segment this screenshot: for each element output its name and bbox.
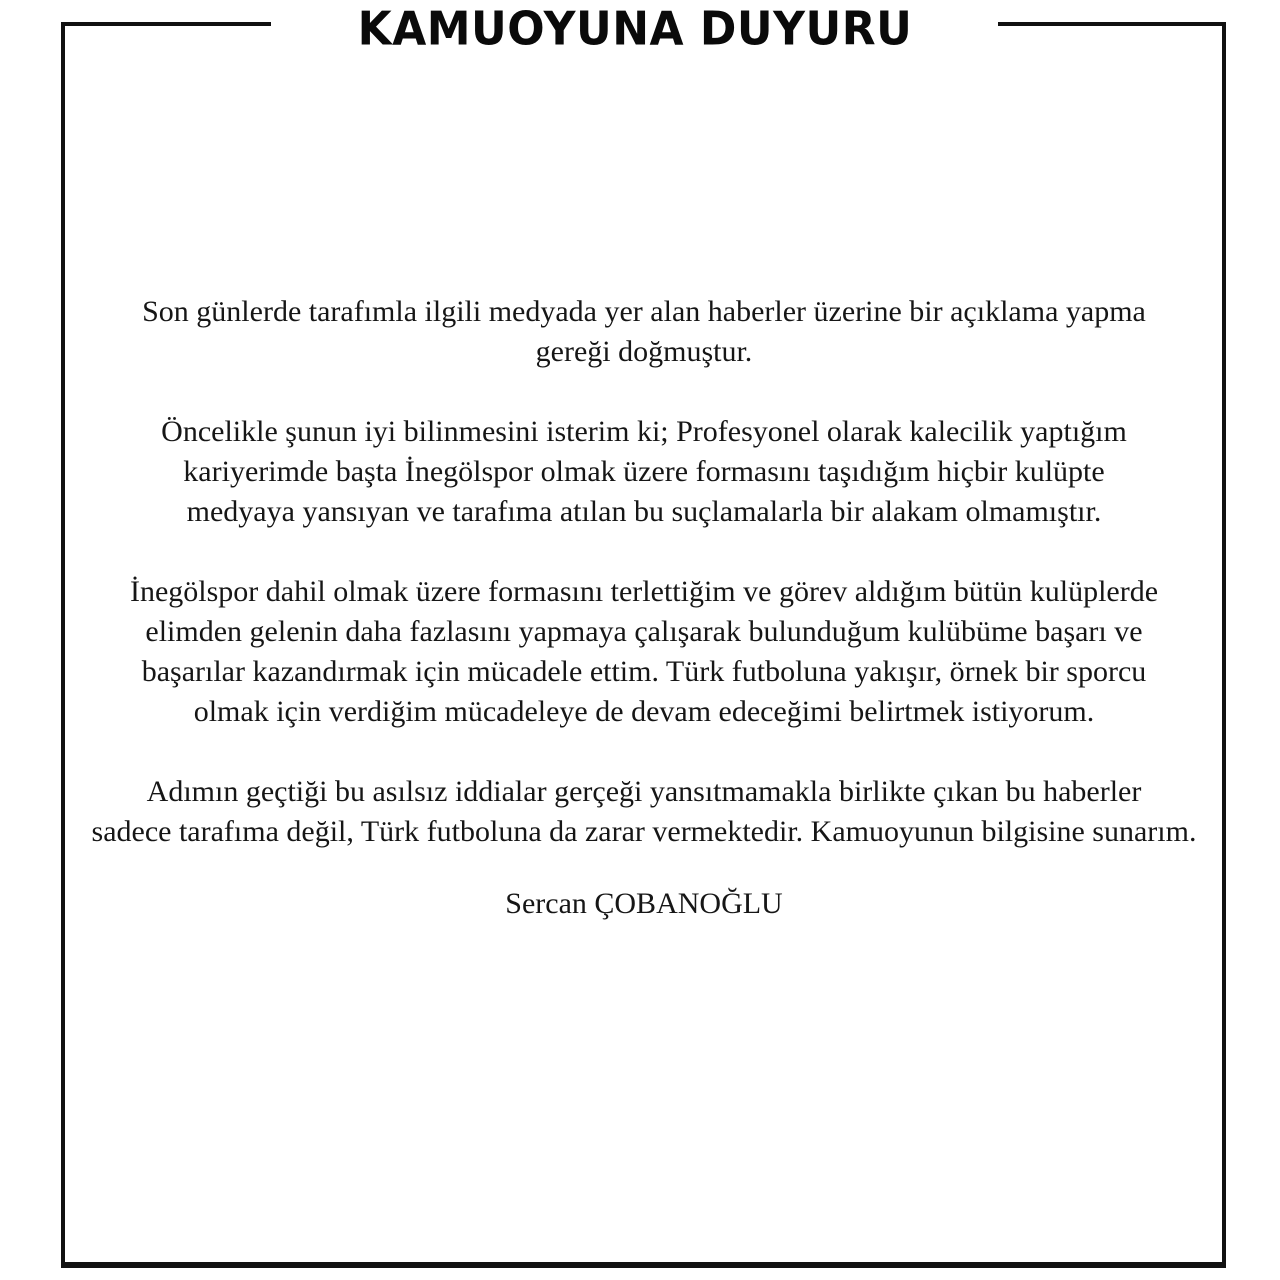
frame-bottom-border — [61, 1262, 1226, 1268]
text-line: kariyerimde başta İnegölspor olmak üzere formasını taşıdığım hiçbir kulüpte — [183, 455, 1105, 488]
text-line: medyaya yansıyan ve tarafıma atılan bu suçlamalarla bir alakam olmamıştır. — [186, 495, 1102, 528]
text-line: Son günlerde tarafımla ilgili medyada yer alan haberler üzerine bir açıklama yapma — [142, 295, 1146, 328]
paragraph-career — [66, 572, 1222, 732]
announcement-body — [66, 292, 1222, 964]
signature: Sercan ÇOBANOĞLU — [505, 887, 783, 920]
frame-right-border — [1222, 22, 1226, 1268]
frame-top-left-border — [61, 22, 271, 26]
frame-top-right-border — [998, 22, 1226, 26]
text-line: İnegölspor dahil olmak üzere formasını terlettiğim ve görev aldığım bütün kulüplerde — [129, 575, 1159, 608]
announcement-title: KAMUOYUNA DUYURU — [357, 2, 913, 57]
text-line: başarılar kazandırmak için mücadele ettim. Türk futboluna yakışır, örnek bir sporcu — [141, 655, 1147, 688]
frame-left-border — [61, 22, 65, 1268]
paragraph-closing — [66, 772, 1222, 852]
text-line: Öncelikle şunun iyi bilinmesini isterim ki; Profesyonel olarak kalecilik yaptığım — [161, 415, 1127, 448]
text-line: olmak için verdiğim mücadeleye de devam edeceğimi belirtmek istiyorum. — [193, 695, 1095, 728]
text-line: elimden gelenin daha fazlasını yapmaya çalışarak bulunduğum kulübüme başarı ve — [145, 615, 1143, 648]
text-line: sadece tarafıma değil, Türk futboluna da zarar vermektedir. Kamuoyunun bilgisine sunarım. — [91, 815, 1197, 848]
paragraph-intro — [66, 292, 1222, 372]
text-line: Adımın geçtiği bu asılsız iddialar gerçeği yansıtmamakla birlikte çıkan bu haberler — [146, 775, 1142, 808]
paragraph-denial — [66, 412, 1222, 532]
text-line: gereği doğmuştur. — [535, 335, 753, 368]
